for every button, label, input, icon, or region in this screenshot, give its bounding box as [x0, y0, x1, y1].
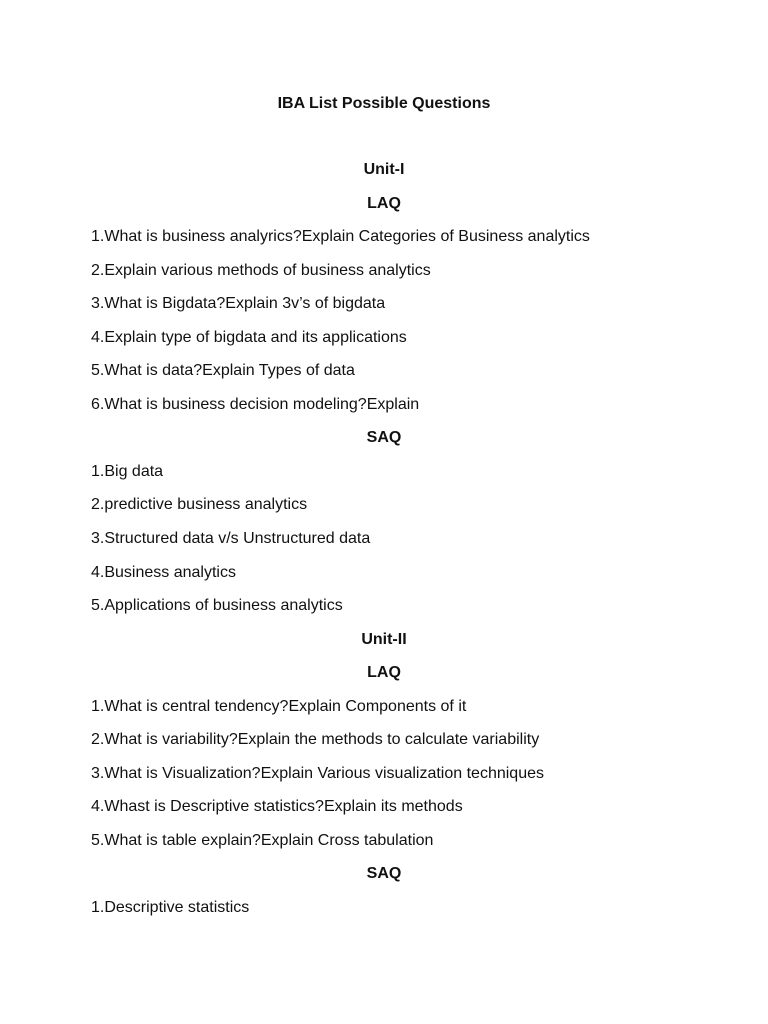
question-item: 3.What is Visualization?Explain Various visualization techniques — [91, 764, 544, 782]
unit-heading: Unit-I — [363, 161, 405, 178]
question-item: 4.Whast is Descriptive statistics?Explain its methods — [91, 798, 463, 816]
document-title: IBA List Possible Questions — [277, 95, 491, 112]
question-item: 5.What is table explain?Explain Cross tabulation — [91, 831, 434, 849]
question-item: 2.predictive business analytics — [91, 496, 308, 514]
laq-heading: LAQ — [367, 664, 401, 682]
saq-heading: SAQ — [366, 865, 402, 883]
question-item: 1.What is central tendency?Explain Components of it — [91, 697, 467, 715]
question-item: 5.Applications of business analytics — [91, 597, 343, 615]
question-item: 3.Structured data v/s Unstructured data — [91, 530, 371, 548]
question-item: 2.Explain various methods of business analytics — [91, 261, 431, 279]
saq-heading: SAQ — [366, 429, 402, 447]
question-item: 1.Descriptive statistics — [91, 899, 250, 917]
question-item: 3.What is Bigdata?Explain 3v’s of bigdata — [91, 295, 386, 313]
question-item: 6.What is business decision modeling?Explain — [91, 395, 420, 413]
question-item: 1.Big data — [91, 462, 164, 480]
question-item: 4.Business analytics — [91, 563, 236, 581]
unit-heading: Unit-II — [361, 630, 407, 648]
question-item: 4.Explain type of bigdata and its applications — [91, 328, 407, 346]
document-body — [91, 160, 691, 932]
laq-heading: LAQ — [367, 194, 401, 212]
question-item: 1.What is business analyrics?Explain Categories of Business analytics — [91, 228, 590, 246]
question-item: 2.What is variability?Explain the methods to calculate variability — [91, 731, 540, 749]
question-item: 5.What is data?Explain Types of data — [91, 362, 355, 380]
